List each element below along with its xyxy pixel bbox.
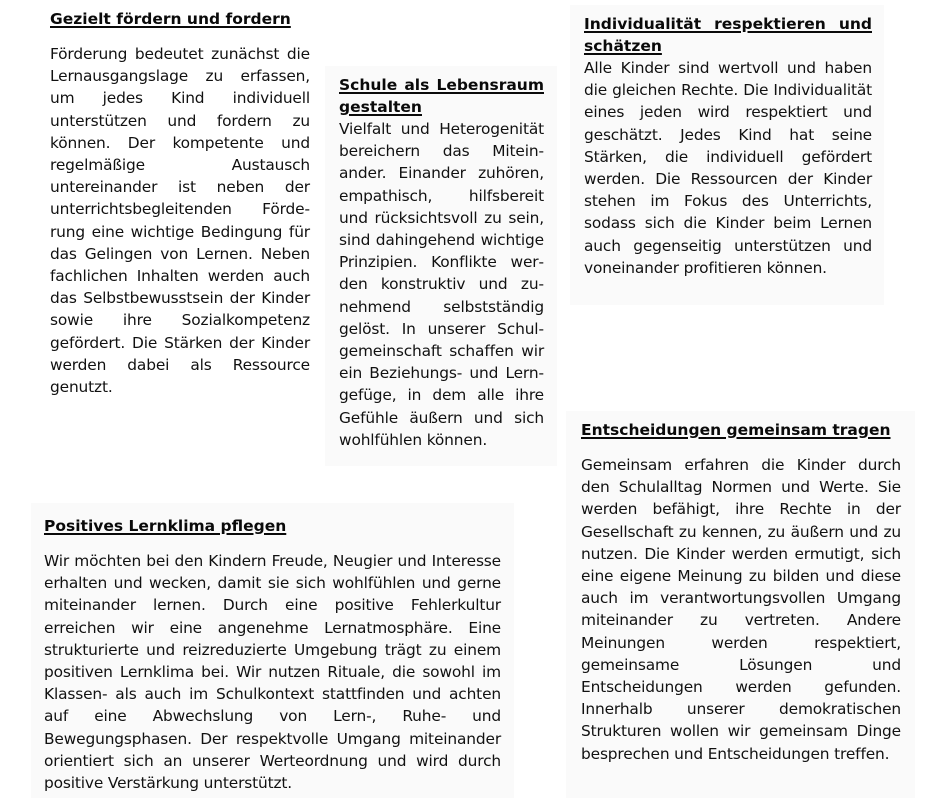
section-schule-lebensraum [325, 66, 557, 466]
section-heading: Gezielt fördern und fordern [50, 10, 291, 28]
section-body: Förderung bedeutet zunächst die Lernausgangslage zu erfassen, um jedes Kind individuell unterstützen und fordern zu können. Der kompetente und regelmäßige Austausch untereinander ist neben der unterrichtsbegleitenden Förderung eine wichtige Bedingung für das Gelingen von Lernen. Neben fachlichen Inhalten werden auch das Selbstbewusstsein der Kinder sowie ihre Sozialkompetenz gefördert. Die Stärken der Kinder werden dabei als Ressource genutzt. [50, 45, 310, 397]
section-body: Alle Kinder sind wertvoll und haben die gleichen Rechte. Die Individualität eines jeden wird respektiert und geschätzt. Jedes Kind hat seine Stärken, die individuell gefördert werden. Die Ressourcen der Kinder stehen im Fokus des Unterrichts, sodass sich die Kinder beim Lernen auch gegenseitig unterstützen und voneinander profitieren können. [584, 59, 872, 277]
section-body: Gemeinsam erfahren die Kinder durch den Schulalltag Normen und Werte. Sie werden befähigt, ihre Rechte in der Gesellschaft zu kennen, zu äußern und zu nutzen. Die Kinder werden ermutigt, sich eine eigene Meinung zu bilden und diese auch im verantwortungsvollen Umgang miteinander zu vertreten. Andere Meinungen werden respektiert, gemeinsame Lösungen und Entscheidungen werden gefunden. Innerhalb unserer demokratischen Strukturen wollen wir gemeinsam Dinge besprechen und Entscheidungen treffen. [581, 456, 901, 763]
section-heading: Entscheidungen gemeinsam tragen [581, 421, 891, 439]
section-heading: Schule als Lebensraum gestalten [339, 76, 544, 116]
section-body: Vielfalt und Heterogenität bereichern das Miteinander. Einander zuhören, empathisch, hilfsbereit und rücksichtsvoll zu sein, sind dahingehend wichtige Prinzipien. Konflikte werden konstruktiv und zunehmend selbstständig gelöst. In unserer Schulgemeinschaft schaffen wir ein Beziehungs- und Lerngefüge, in dem alle ihre Gefühle äußern und sich wohlfühlen können. [339, 120, 544, 449]
section-body: Wir möchten bei den Kindern Freude, Neugier und Interesse erhalten und wecken, damit sie sich wohlfühlen und gerne miteinander lernen. Durch eine positive Fehlerkultur erreichen wir eine angenehme Lernatmosphäre. Eine strukturierte und reizreduzierte Umgebung trägt zu einem positiven Lernklima bei. Wir nutzen Rituale, die sowohl im Klassen- als auch im Schulkontext stattfinden und achten auf eine Abwechslung von Lern-, Ruhe- und Bewegungsphasen. Der respektvolle Umgang miteinander orientiert sich an unserer Werteordnung und wird durch positive Verstärkung unterstützt. [44, 552, 501, 793]
section-heading: Positives Lernklima pflegen [44, 517, 287, 535]
section-positives-lernklima [31, 503, 514, 798]
section-entscheidungen [566, 411, 915, 798]
section-gezielt-foerdern [40, 0, 320, 397]
section-heading: Individualität respektieren und schätzen [584, 15, 872, 55]
section-individualitaet [570, 5, 884, 305]
